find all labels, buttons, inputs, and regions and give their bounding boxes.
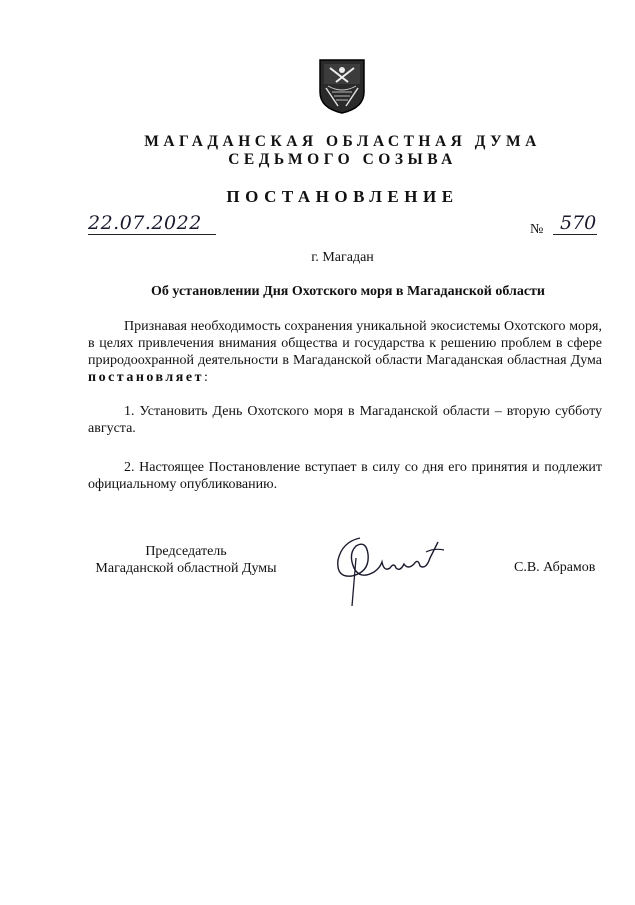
number-underline <box>553 234 597 235</box>
preamble-text: Признавая необходимость сохранения уникальной экосистемы Охотского моря, в целях привлечения внимания общества и государства к решению проблем в сфере природоохранной деятельности в Магаданской области Магаданская областная Дума <box>88 319 602 368</box>
preamble-end: : <box>203 370 208 385</box>
convocation: СЕДЬМОГО СОЗЫВА <box>228 151 457 168</box>
document-subject: Об установлении Дня Охотского моря в Магаданской области <box>151 284 545 299</box>
clause-2: 2. Настоящее Постановление вступает в силу со дня его принятия и подлежит официальному опубликованию. <box>88 460 602 492</box>
preamble-paragraph <box>88 318 602 386</box>
coat-of-arms-icon <box>318 58 366 114</box>
number-label: № <box>530 222 544 237</box>
clause-1: 1. Установить День Охотского моря в Магаданской области – вторую субботу августа. <box>88 404 602 436</box>
handwritten-signature <box>330 528 460 608</box>
document-type: ПОСТАНОВЛЕНИЕ <box>226 187 459 206</box>
chairman-title <box>86 543 286 577</box>
document-number: 570 <box>560 212 597 234</box>
chairman-title-line2: Магаданской областной Думы <box>95 561 277 576</box>
date-underline <box>88 234 216 235</box>
signer-name: С.В. Абрамов <box>514 560 596 575</box>
resolution-keyword: постановляет <box>88 370 204 385</box>
document-date: 22.07.2022 <box>88 212 202 234</box>
chairman-title-line1: Председатель <box>145 544 227 559</box>
organization-name: МАГАДАНСКАЯ ОБЛАСТНАЯ ДУМА <box>144 133 541 150</box>
city: г. Магадан <box>311 250 374 265</box>
